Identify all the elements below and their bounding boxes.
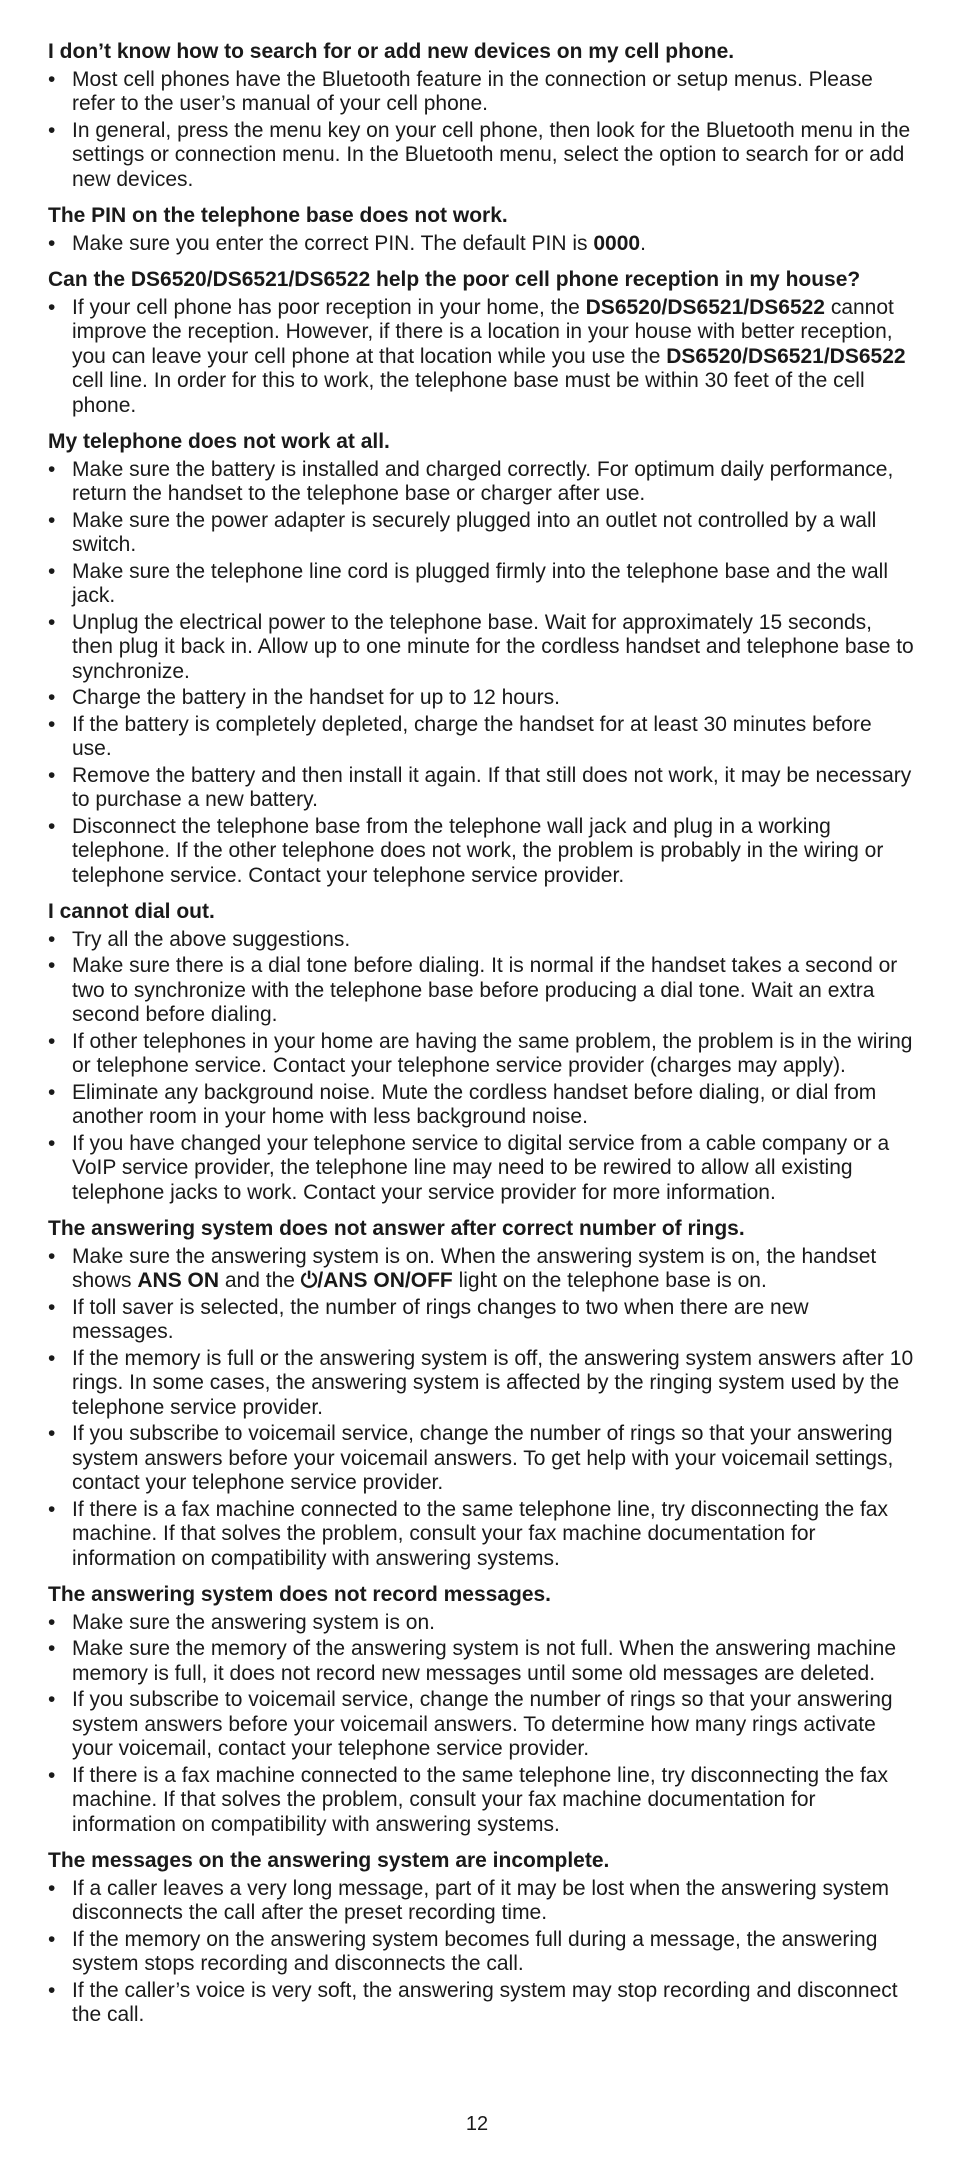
bullet-icon: •: [48, 1876, 56, 1900]
bullet-icon: •: [48, 231, 56, 255]
answer-item: [48, 1030, 914, 1079]
bullet-icon: •: [48, 814, 56, 838]
text-run: light on the telephone base is on.: [452, 1269, 767, 1292]
answer-item: [48, 1347, 914, 1421]
bullet-icon: •: [48, 67, 56, 91]
text-run: If toll saver is selected, the number of rings changes to two when there are new messages.: [72, 1295, 809, 1343]
text-run: Make sure the power adapter is securely plugged into an outlet not controlled by a wall switch.: [72, 508, 877, 556]
answer-item: [48, 560, 914, 609]
question-heading: The answering system does not record messages.: [48, 1583, 552, 1606]
answer-item: [48, 458, 914, 507]
bullet-icon: •: [48, 712, 56, 736]
answer-list: [48, 928, 914, 1206]
answer-item: [48, 119, 914, 193]
answer-item: [48, 686, 914, 711]
page-number: 12: [465, 2113, 489, 2135]
question-heading: My telephone does not work at all.: [48, 430, 390, 453]
bullet-icon: •: [48, 1080, 56, 1104]
bullet-icon: •: [48, 508, 56, 532]
answer-list: [48, 458, 914, 889]
text-run: Disconnect the telephone base from the telephone wall jack and plug in a working telephone. If the other telephone does not work, the problem is probably in the wiring or telephone service. Contact your telephone service provider.: [72, 814, 884, 887]
text-run: .: [640, 231, 646, 255]
bullet-icon: •: [48, 954, 56, 977]
text-run: If the memory on the answering system becomes full during a message, the answering system stops recording and disconnects the call.: [72, 1927, 878, 1975]
bullet-icon: •: [48, 1978, 56, 2002]
answer-list: [48, 1877, 914, 2028]
bullet-icon: •: [48, 1688, 56, 1711]
bullet-icon: •: [48, 1637, 56, 1660]
answer-item: [48, 815, 914, 889]
answer-list: [48, 1245, 914, 1572]
faq-section: [48, 1217, 914, 1571]
answer-list: [48, 68, 914, 193]
text-run: Charge the battery in the handset for up to 12 hours.: [72, 686, 560, 709]
troubleshooting-content: [48, 40, 914, 2028]
text-run: If there is a fax machine connected to the same telephone line, try disconnecting the fax machine. If that solves the problem, consult your fax machine documentation for information on compatibility with answering systems.: [72, 1763, 888, 1836]
answer-item: [48, 1764, 914, 1838]
text-run: If you subscribe to voicemail service, change the number of rings so that your answering system answers before your voicemail answers. To determine how many rings activate your voicemail, contact your telephone service provider.: [72, 1688, 893, 1760]
bullet-icon: •: [48, 295, 56, 319]
answer-list: [48, 1611, 914, 1838]
faq-section: [48, 268, 914, 418]
answer-item: [48, 1688, 914, 1762]
bullet-icon: •: [48, 1422, 56, 1445]
text-run: cell line. In order for this to work, the telephone base must be within 30 feet of the cell phone.: [72, 369, 865, 417]
bullet-icon: •: [48, 927, 56, 951]
answer-item: [48, 509, 914, 558]
bold-text: DS6520/DS6521/DS6522: [585, 295, 825, 319]
text-run: If you have changed your telephone service to digital service from a cable company or a VoIP service provider, the telephone line may need to be rewired to allow all existing telephone jacks to work. Contact your service provider for more information.: [72, 1131, 890, 1204]
text-run: Make sure there is a dial tone before dialing. It is normal if the handset takes a second or two to synchronize with the telephone base before producing a dial tone. Wait an extra second before dialing.: [72, 954, 898, 1026]
text-run: Make sure you enter the correct PIN. The default PIN is: [72, 231, 594, 255]
answer-item: [48, 1637, 914, 1686]
answer-item: [48, 954, 914, 1028]
answer-item: [48, 232, 914, 257]
text-run: Eliminate any background noise. Mute the cordless handset before dialing, or dial from another room in your home with less background noise.: [72, 1080, 877, 1128]
answer-list: [48, 232, 914, 257]
faq-section: [48, 1849, 914, 2028]
answer-item: [48, 1245, 914, 1294]
bullet-icon: •: [48, 686, 56, 709]
text-run: cannot improve the reception. However, if there is a location in your house with better reception, you can leave your cell phone at that location while you use the: [72, 295, 894, 368]
question-heading: I don’t know how to search for or add new devices on my cell phone.: [48, 40, 735, 63]
text-run: If there is a fax machine connected to the same telephone line, try disconnecting the fax machine. If that solves the problem, consult your fax machine documentation for information on compatibility with answering systems.: [72, 1497, 888, 1570]
text-run: If the battery is completely depleted, charge the handset for at least 30 minutes before use.: [72, 712, 872, 760]
text-run: Make sure the telephone line cord is plugged firmly into the telephone base and the wall jack.: [72, 559, 889, 607]
answer-item: [48, 764, 914, 813]
question-heading: I cannot dial out.: [48, 900, 215, 923]
answer-item: [48, 1928, 914, 1977]
text-run: Try all the above suggestions.: [72, 927, 351, 951]
text-run: Make sure the answering system is on.: [72, 1610, 435, 1634]
bullet-icon: •: [48, 1346, 56, 1370]
bullet-icon: •: [48, 1029, 56, 1053]
question-heading: Can the DS6520/DS6521/DS6522 help the poor cell phone reception in my house?: [48, 268, 861, 291]
bullet-icon: •: [48, 1610, 56, 1634]
answer-list: [48, 296, 914, 419]
bullet-icon: •: [48, 1295, 56, 1319]
bullet-icon: •: [48, 457, 56, 481]
text-run: If other telephones in your home are having the same problem, the problem is in the wiring or telephone service. Contact your telephone service provider (charges may apply).: [72, 1029, 913, 1077]
text-run: If you subscribe to voicemail service, change the number of rings so that your answering system answers before your voicemail answers. To get help with your voicemail settings, contact your telephone service provider.: [72, 1422, 894, 1494]
question-heading: The answering system does not answer after correct number of rings.: [48, 1217, 745, 1240]
text-run: If a caller leaves a very long message, part of it may be lost when the answering system disconnects the call after the preset recording time.: [72, 1876, 890, 1924]
answer-item: [48, 1132, 914, 1206]
bullet-icon: •: [48, 1131, 56, 1155]
text-run: Most cell phones have the Bluetooth feature in the connection or setup menus. Please refer to the user’s manual of your cell phone.: [72, 67, 873, 115]
text-run: Remove the battery and then install it again. If that still does not work, it may be necessary to purchase a new battery.: [72, 763, 912, 811]
answer-item: [48, 1498, 914, 1572]
faq-section: [48, 40, 914, 192]
answer-item: [48, 1979, 914, 2028]
text-run: In general, press the menu key on your cell phone, then look for the Bluetooth menu in the settings or connection menu. In the Bluetooth menu, select the option to search for or add new devices.: [72, 118, 911, 191]
text-run: If your cell phone has poor reception in your home, the: [72, 295, 586, 319]
bullet-icon: •: [48, 559, 56, 583]
bullet-icon: •: [48, 1927, 56, 1951]
bold-text: 0000: [593, 231, 641, 255]
text-run: If the caller’s voice is very soft, the answering system may stop recording and disconnect the call.: [72, 1978, 898, 2026]
bullet-icon: •: [48, 610, 56, 634]
answer-item: [48, 1422, 914, 1496]
faq-section: [48, 430, 914, 888]
text-run: If the memory is full or the answering system is off, the answering system answers after 10 rings. In some cases, the answering system is affected by the ringing system used by the telephone service provider.: [72, 1346, 914, 1419]
question-heading: The PIN on the telephone base does not work.: [48, 204, 508, 227]
text-run: Make sure the answering system is on. When the answering system is on, the handset shows: [72, 1244, 877, 1292]
answer-item: [48, 928, 914, 953]
bullet-icon: •: [48, 763, 56, 787]
text-run: and the: [219, 1269, 301, 1292]
answer-item: [48, 1081, 914, 1130]
text-run: Make sure the battery is installed and charged correctly. For optimum daily performance, return the handset to the telephone base or charger after use.: [72, 457, 894, 505]
faq-section: [48, 900, 914, 1205]
bullet-icon: •: [48, 1497, 56, 1521]
bold-text: ANS ON: [137, 1269, 220, 1292]
answer-item: [48, 1611, 914, 1636]
faq-section: [48, 204, 914, 256]
answer-item: [48, 1877, 914, 1926]
bullet-icon: •: [48, 118, 56, 142]
question-heading: The messages on the answering system are incomplete.: [48, 1849, 610, 1872]
answer-item: [48, 1296, 914, 1345]
bullet-icon: •: [48, 1763, 56, 1787]
answer-item: [48, 296, 914, 419]
answer-item: [48, 611, 914, 685]
answer-item: [48, 68, 914, 117]
bullet-icon: •: [48, 1244, 56, 1268]
text-run: Unplug the electrical power to the telephone base. Wait for approximately 15 seconds, then plug it back in. Allow up to one minute for the cordless handset and telephone base to synchronize.: [72, 610, 914, 683]
text-run: Make sure the memory of the answering system is not full. When the answering machine memory is full, it does not record new messages until some old messages are deleted.: [72, 1637, 897, 1685]
bold-text: ⏻/ANS ON/OFF: [300, 1269, 453, 1292]
faq-section: [48, 1583, 914, 1837]
answer-item: [48, 713, 914, 762]
bold-text: DS6520/DS6521/DS6522: [666, 344, 906, 368]
